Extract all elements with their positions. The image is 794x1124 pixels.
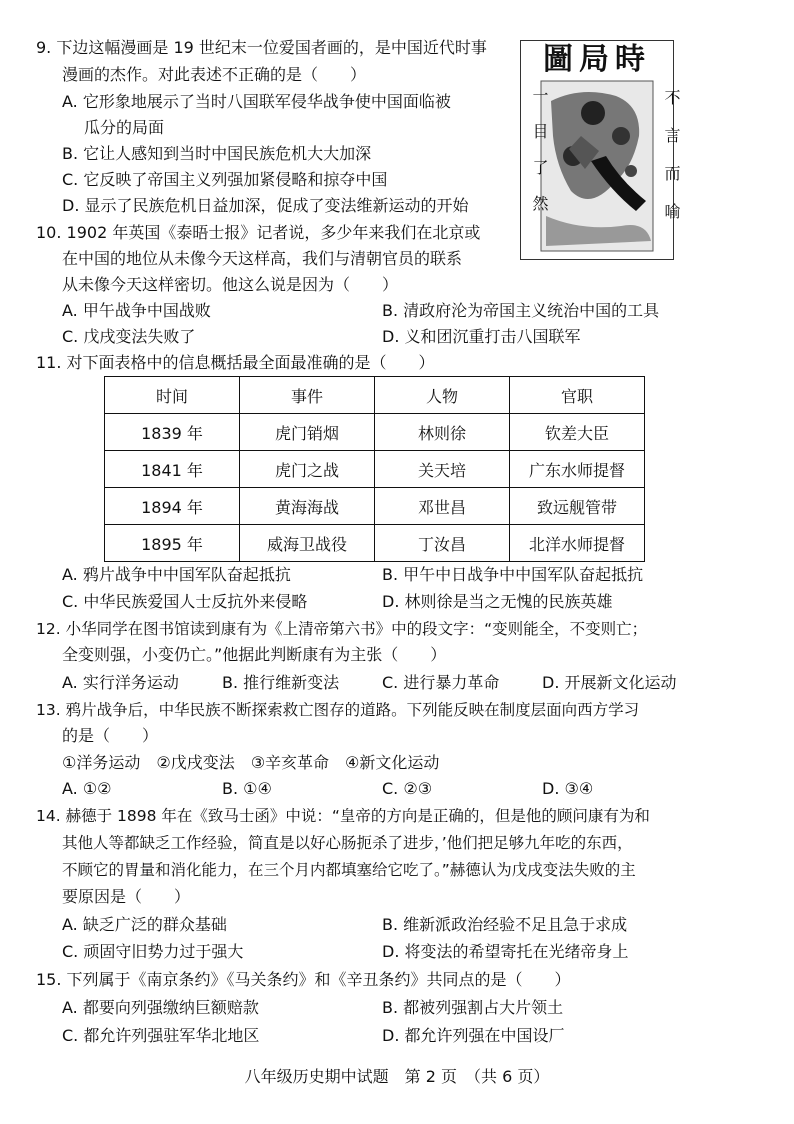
table-cell: 1841 年 (105, 451, 240, 488)
table-cell: 邓世昌 (375, 488, 510, 525)
table-cell: 致远舰管带 (510, 488, 645, 525)
q14-stem-line1: 14. 赫德于 1898 年在《致马士函》中说：“皇帝的方向是正确的，但是他的顾问康有为和 (36, 807, 650, 825)
q9-option-d: D. 显示了民族危机日益加深，促成了变法维新运动的开始 (62, 196, 469, 215)
q13-option-b: B. ①④ (222, 779, 272, 798)
cartoon-right-caption: 不言而喻 (662, 89, 681, 241)
q15-option-d: D. 都允许列强在中国设厂 (382, 1026, 565, 1045)
table-cell: 虎门之战 (240, 451, 375, 488)
q14-stem-line3: 不顾它的胃量和消化能力，在三个月内都填塞给它吃了。”赫德认为戊戌变法失败的主 (62, 861, 636, 879)
cartoon-left-caption: 一目了然 (530, 87, 549, 231)
table-cell: 威海卫战役 (240, 525, 375, 562)
q15-option-c: C. 都允许列强驻军华北地区 (62, 1026, 260, 1045)
q12-option-d: D. 开展新文化运动 (542, 673, 677, 692)
q9-stem-line2: 漫画的杰作。对此表述不正确的是（ ） (62, 65, 367, 84)
q10-stem-line3: 从未像今天这样密切。他这么说是因为（ ） (62, 275, 399, 294)
q10-option-c: C. 戊戌变法失败了 (62, 327, 196, 346)
q13-option-c: C. ②③ (382, 779, 433, 798)
q10-stem-line1: 10. 1902 年英国《泰晤士报》记者说，多少年来我们在北京或 (36, 223, 481, 242)
q13-stem-line2: 的是（ ） (62, 726, 159, 745)
q13-stem-line1: 13. 鸦片战争后，中华民族不断探索救亡图存的道路。下列能反映在制度层面向西方学习 (36, 701, 640, 719)
q11-option-b: B. 甲午中日战争中中国军队奋起抵抗 (382, 565, 644, 584)
political-cartoon (520, 40, 681, 260)
q14-stem-line4: 要原因是（ ） (62, 887, 191, 906)
table-cell: 广东水师提督 (510, 451, 645, 488)
q10-option-a: A. 甲午战争中国战败 (62, 301, 211, 320)
table-header-cell: 人物 (375, 377, 510, 414)
table-row (105, 451, 645, 488)
q13-items: ①洋务运动 ②戊戌变法 ③辛亥革命 ④新文化运动 (62, 753, 440, 772)
table-header-cell: 事件 (240, 377, 375, 414)
q14-option-d: D. 将变法的希望寄托在光绪帝身上 (382, 942, 629, 961)
q12-option-c: C. 进行暴力革命 (382, 673, 500, 692)
q11-option-a: A. 鸦片战争中中国军队奋起抵抗 (62, 565, 291, 584)
q13-option-a: A. ①② (62, 779, 112, 798)
table-cell: 北洋水师提督 (510, 525, 645, 562)
q10-option-b: B. 清政府沦为帝国主义统治中国的工具 (382, 301, 660, 320)
history-table (104, 376, 645, 562)
table-cell: 1839 年 (105, 414, 240, 451)
table-cell: 虎门销烟 (240, 414, 375, 451)
q11-stem: 11. 对下面表格中的信息概括最全面最准确的是（ ） (36, 353, 435, 372)
q12-option-a: A. 实行洋务运动 (62, 673, 179, 692)
table-cell: 关天培 (375, 451, 510, 488)
q11-option-c: C. 中华民族爱国人士反抗外来侵略 (62, 592, 308, 611)
table-cell: 丁汝昌 (375, 525, 510, 562)
q12-option-b: B. 推行维新变法 (222, 673, 340, 692)
q15-option-a: A. 都要向列强缴纳巨额赔款 (62, 998, 259, 1017)
q9-option-a-cont: 瓜分的局面 (84, 118, 165, 137)
q14-option-c: C. 顽固守旧势力过于强大 (62, 942, 244, 961)
q9-option-a: A. 它形象地展示了当时八国联军侵华战争使中国面临被 (62, 92, 451, 111)
table-cell: 黄海海战 (240, 488, 375, 525)
q15-stem: 15. 下列属于《南京条约》《马关条约》和《辛丑条约》共同点的是（ ） (36, 970, 571, 989)
table-cell: 1894 年 (105, 488, 240, 525)
q9-option-b: B. 它让人感知到当时中国民族危机大大加深 (62, 144, 372, 163)
q11-option-d: D. 林则徐是当之无愧的民族英雄 (382, 592, 613, 611)
cartoon-title: 圖局時 (543, 42, 651, 77)
table-row (105, 525, 645, 562)
table-row (105, 488, 645, 525)
q12-stem-line1: 12. 小华同学在图书馆读到康有为《上清帝第六书》中的段文字：“变则能全，不变则亡； (36, 620, 648, 638)
page-footer: 八年级历史期中试题 第 2 页 （共 6 页） (244, 1067, 550, 1086)
q9-stem-line1: 9. 下边这幅漫画是 19 世纪末一位爱国者画的，是中国近代时事 (36, 38, 487, 57)
q14-option-b: B. 维新派政治经验不足且急于求成 (382, 915, 628, 934)
table-cell: 钦差大臣 (510, 414, 645, 451)
q14-option-a: A. 缺乏广泛的群众基础 (62, 915, 227, 934)
table-header-cell: 官职 (510, 377, 645, 414)
q9-option-c: C. 它反映了帝国主义列强加紧侵略和掠夺中国 (62, 170, 388, 189)
table-cell: 林则徐 (375, 414, 510, 451)
q12-stem-line2: 全变则强，小变仍亡。”他据此判断康有为主张（ ） (62, 645, 447, 664)
q14-stem-line2: 其他人等都缺乏工作经验，简直是以好心肠扼杀了进步，’他们把足够九年吃的东西， (62, 834, 633, 852)
table-row (105, 414, 645, 451)
q13-option-d: D. ③④ (542, 779, 594, 798)
q10-stem-line2: 在中国的地位从未像今天这样高，我们与清朝官员的联系 (62, 249, 463, 268)
table-header-cell: 时间 (105, 377, 240, 414)
q10-option-d: D. 义和团沉重打击八国联军 (382, 327, 581, 346)
table-header-row (105, 377, 645, 414)
table-cell: 1895 年 (105, 525, 240, 562)
q15-option-b: B. 都被列强割占大片领土 (382, 998, 564, 1017)
